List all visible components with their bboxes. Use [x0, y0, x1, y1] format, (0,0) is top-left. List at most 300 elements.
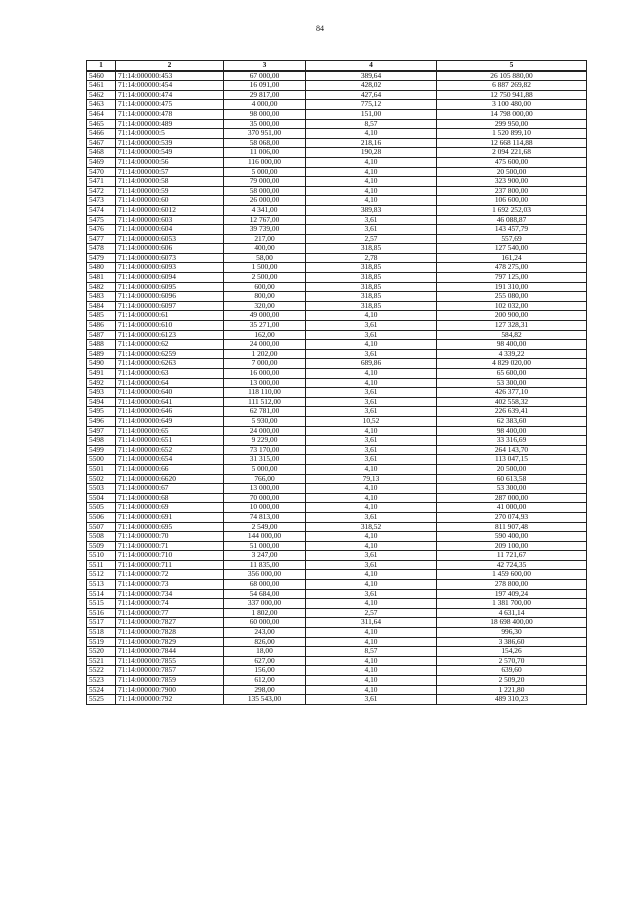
table-row	[87, 225, 587, 235]
rate-value: 318,85	[306, 292, 437, 302]
cadastral-number: 71:14:000000:6093	[116, 263, 224, 273]
row-number: 5512	[87, 570, 116, 580]
total-value: 200 900,00	[437, 311, 587, 321]
rate-value: 3,61	[306, 321, 437, 331]
cadastral-number: 71:14:000000:691	[116, 512, 224, 522]
row-number: 5460	[87, 71, 116, 81]
cadastral-number: 71:14:000000:68	[116, 493, 224, 503]
total-value: 237 800,00	[437, 186, 587, 196]
rate-value: 4,10	[306, 369, 437, 379]
cadastral-number: 71:14:000000:603	[116, 215, 224, 225]
rate-value: 4,10	[306, 493, 437, 503]
table-row	[87, 100, 587, 110]
row-number: 5503	[87, 484, 116, 494]
total-value: 278 800,00	[437, 580, 587, 590]
row-number: 5462	[87, 90, 116, 100]
row-number: 5504	[87, 493, 116, 503]
table-row	[87, 599, 587, 609]
total-value: 270 074,93	[437, 512, 587, 522]
rate-value: 3,61	[306, 215, 437, 225]
cadastral-number: 71:14:000000:65	[116, 426, 224, 436]
total-value: 41 000,00	[437, 503, 587, 513]
total-value: 2 509,20	[437, 676, 587, 686]
area-value: 35 271,00	[224, 321, 306, 331]
cadastral-number: 71:14:000000:7827	[116, 618, 224, 628]
table-row	[87, 474, 587, 484]
rate-value: 4,10	[306, 484, 437, 494]
area-value: 68 000,00	[224, 580, 306, 590]
total-value: 557,69	[437, 234, 587, 244]
rate-value: 8,57	[306, 119, 437, 129]
area-value: 24 000,00	[224, 340, 306, 350]
table-row	[87, 311, 587, 321]
row-number: 5525	[87, 695, 116, 705]
area-value: 11 835,00	[224, 560, 306, 570]
table-row	[87, 205, 587, 215]
total-value: 3 386,60	[437, 637, 587, 647]
row-number: 5472	[87, 186, 116, 196]
cadastral-number: 71:14:000000:72	[116, 570, 224, 580]
total-value: 65 600,00	[437, 369, 587, 379]
area-value: 49 000,00	[224, 311, 306, 321]
column-header: 4	[306, 61, 437, 71]
area-value: 5 000,00	[224, 167, 306, 177]
row-number: 5517	[87, 618, 116, 628]
area-value: 4 341,00	[224, 205, 306, 215]
table-row	[87, 512, 587, 522]
rate-value: 4,10	[306, 676, 437, 686]
table-row	[87, 129, 587, 139]
area-value: 70 000,00	[224, 493, 306, 503]
table-row	[87, 637, 587, 647]
row-number: 5466	[87, 129, 116, 139]
table-row	[87, 666, 587, 676]
table-row	[87, 177, 587, 187]
cadastral-number: 71:14:000000:56	[116, 157, 224, 167]
cadastral-number: 71:14:000000:6053	[116, 234, 224, 244]
rate-value: 689,86	[306, 359, 437, 369]
area-value: 73 170,00	[224, 445, 306, 455]
row-number: 5520	[87, 647, 116, 657]
total-value: 478 275,00	[437, 263, 587, 273]
area-value: 7 000,00	[224, 359, 306, 369]
rate-value: 2,78	[306, 253, 437, 263]
area-value: 144 000,00	[224, 532, 306, 542]
area-value: 612,00	[224, 676, 306, 686]
table-row	[87, 253, 587, 263]
rate-value: 3,61	[306, 330, 437, 340]
area-value: 298,00	[224, 685, 306, 695]
table-row	[87, 397, 587, 407]
total-value: 161,24	[437, 253, 587, 263]
rate-value: 4,10	[306, 464, 437, 474]
area-value: 766,00	[224, 474, 306, 484]
rate-value: 218,16	[306, 138, 437, 148]
cadastral-number: 71:14:000000:7828	[116, 628, 224, 638]
total-value: 143 457,79	[437, 225, 587, 235]
cadastral-number: 71:14:000000:6073	[116, 253, 224, 263]
total-value: 2 094 221,68	[437, 148, 587, 158]
cadastral-number: 71:14:000000:6259	[116, 349, 224, 359]
page-number: 84	[316, 24, 324, 33]
total-value: 106 600,00	[437, 196, 587, 206]
row-number: 5519	[87, 637, 116, 647]
total-value: 127 328,31	[437, 321, 587, 331]
rate-value: 3,61	[306, 407, 437, 417]
cadastral-number: 71:14:000000:489	[116, 119, 224, 129]
total-value: 299 950,00	[437, 119, 587, 129]
total-value: 1 692 252,03	[437, 205, 587, 215]
table-row	[87, 608, 587, 618]
cadastral-number: 71:14:000000:7859	[116, 676, 224, 686]
cadastral-number: 71:14:000000:7855	[116, 656, 224, 666]
table-row	[87, 436, 587, 446]
row-number: 5487	[87, 330, 116, 340]
data-table	[86, 60, 587, 705]
row-number: 5493	[87, 388, 116, 398]
rate-value: 3,61	[306, 512, 437, 522]
table-row	[87, 349, 587, 359]
cadastral-number: 71:14:000000:5	[116, 129, 224, 139]
area-value: 217,00	[224, 234, 306, 244]
area-value: 111 512,00	[224, 397, 306, 407]
area-value: 356 000,00	[224, 570, 306, 580]
table-row	[87, 685, 587, 695]
total-value: 46 088,87	[437, 215, 587, 225]
table-body	[87, 71, 587, 705]
cadastral-number: 71:14:000000:59	[116, 186, 224, 196]
total-value: 4 829 020,00	[437, 359, 587, 369]
rate-value: 151,00	[306, 109, 437, 119]
rate-value: 389,64	[306, 71, 437, 81]
table-row	[87, 81, 587, 91]
area-value: 156,00	[224, 666, 306, 676]
table-row	[87, 589, 587, 599]
cadastral-number: 71:14:000000:62	[116, 340, 224, 350]
cadastral-number: 71:14:000000:649	[116, 416, 224, 426]
table-row	[87, 109, 587, 119]
rate-value: 4,10	[306, 177, 437, 187]
table-row	[87, 647, 587, 657]
rate-value: 4,10	[306, 311, 437, 321]
row-number: 5518	[87, 628, 116, 638]
table-row	[87, 464, 587, 474]
rate-value: 318,85	[306, 282, 437, 292]
row-number: 5486	[87, 321, 116, 331]
cadastral-number: 71:14:000000:453	[116, 71, 224, 81]
area-value: 337 000,00	[224, 599, 306, 609]
total-value: 287 000,00	[437, 493, 587, 503]
row-number: 5481	[87, 273, 116, 283]
rate-value: 311,64	[306, 618, 437, 628]
total-value: 102 032,00	[437, 301, 587, 311]
cadastral-number: 71:14:000000:60	[116, 196, 224, 206]
total-value: 20 500,00	[437, 464, 587, 474]
total-value: 33 316,69	[437, 436, 587, 446]
row-number: 5482	[87, 282, 116, 292]
rate-value: 190,28	[306, 148, 437, 158]
total-value: 402 558,32	[437, 397, 587, 407]
rate-value: 3,61	[306, 551, 437, 561]
rate-value: 3,61	[306, 445, 437, 455]
table-row	[87, 234, 587, 244]
table-row	[87, 196, 587, 206]
row-number: 5506	[87, 512, 116, 522]
table-row	[87, 416, 587, 426]
row-number: 5516	[87, 608, 116, 618]
area-value: 5 000,00	[224, 464, 306, 474]
total-value: 11 721,67	[437, 551, 587, 561]
row-number: 5484	[87, 301, 116, 311]
table-row	[87, 695, 587, 705]
table-row	[87, 618, 587, 628]
cadastral-number: 71:14:000000:6123	[116, 330, 224, 340]
rate-value: 3,61	[306, 589, 437, 599]
row-number: 5477	[87, 234, 116, 244]
area-value: 26 000,00	[224, 196, 306, 206]
cadastral-number: 71:14:000000:73	[116, 580, 224, 590]
rate-value: 318,85	[306, 263, 437, 273]
total-value: 255 080,00	[437, 292, 587, 302]
rate-value: 2,57	[306, 608, 437, 618]
table-row	[87, 359, 587, 369]
row-number: 5521	[87, 656, 116, 666]
table-row	[87, 263, 587, 273]
total-value: 811 907,48	[437, 522, 587, 532]
table-row	[87, 330, 587, 340]
area-value: 58,00	[224, 253, 306, 263]
total-value: 191 310,00	[437, 282, 587, 292]
cadastral-number: 71:14:000000:6097	[116, 301, 224, 311]
total-value: 6 887 269,82	[437, 81, 587, 91]
row-number: 5510	[87, 551, 116, 561]
table-row	[87, 301, 587, 311]
rate-value: 4,10	[306, 532, 437, 542]
cadastral-number: 71:14:000000:734	[116, 589, 224, 599]
table-row	[87, 532, 587, 542]
table-row	[87, 71, 587, 81]
rate-value: 4,10	[306, 340, 437, 350]
cadastral-number: 71:14:000000:474	[116, 90, 224, 100]
row-number: 5508	[87, 532, 116, 542]
cadastral-number: 71:14:000000:549	[116, 148, 224, 158]
rate-value: 79,13	[306, 474, 437, 484]
rate-value: 4,10	[306, 378, 437, 388]
row-number: 5497	[87, 426, 116, 436]
total-value: 489 310,23	[437, 695, 587, 705]
area-value: 9 229,00	[224, 436, 306, 446]
rate-value: 4,10	[306, 656, 437, 666]
rate-value: 428,02	[306, 81, 437, 91]
total-value: 226 639,41	[437, 407, 587, 417]
area-value: 18,00	[224, 647, 306, 657]
area-value: 10 000,00	[224, 503, 306, 513]
total-value: 797 125,00	[437, 273, 587, 283]
cadastral-number: 71:14:000000:64	[116, 378, 224, 388]
cadastral-number: 71:14:000000:646	[116, 407, 224, 417]
table-row	[87, 676, 587, 686]
table-row	[87, 138, 587, 148]
total-value: 1 221,80	[437, 685, 587, 695]
rate-value: 4,10	[306, 167, 437, 177]
total-value: 53 300,00	[437, 484, 587, 494]
row-number: 5499	[87, 445, 116, 455]
row-number: 5491	[87, 369, 116, 379]
cadastral-number: 71:14:000000:792	[116, 695, 224, 705]
table-row	[87, 244, 587, 254]
table-header-row	[87, 61, 587, 71]
area-value: 400,00	[224, 244, 306, 254]
rate-value: 4,10	[306, 580, 437, 590]
cadastral-number: 71:14:000000:66	[116, 464, 224, 474]
table-row	[87, 570, 587, 580]
row-number: 5480	[87, 263, 116, 273]
row-number: 5463	[87, 100, 116, 110]
cadastral-number: 71:14:000000:57	[116, 167, 224, 177]
rate-value: 8,57	[306, 647, 437, 657]
total-value: 426 377,10	[437, 388, 587, 398]
cadastral-number: 71:14:000000:58	[116, 177, 224, 187]
row-number: 5524	[87, 685, 116, 695]
area-value: 118 110,00	[224, 388, 306, 398]
row-number: 5513	[87, 580, 116, 590]
total-value: 639,60	[437, 666, 587, 676]
table-row	[87, 321, 587, 331]
rate-value: 3,61	[306, 388, 437, 398]
cadastral-number: 71:14:000000:651	[116, 436, 224, 446]
table-row	[87, 157, 587, 167]
rate-value: 3,61	[306, 436, 437, 446]
rate-value: 10,52	[306, 416, 437, 426]
rate-value: 3,61	[306, 397, 437, 407]
total-value: 2 570,70	[437, 656, 587, 666]
rate-value: 3,61	[306, 695, 437, 705]
rate-value: 4,10	[306, 599, 437, 609]
total-value: 20 500,00	[437, 167, 587, 177]
rate-value: 318,85	[306, 273, 437, 283]
cadastral-number: 71:14:000000:6620	[116, 474, 224, 484]
cadastral-number: 71:14:000000:7829	[116, 637, 224, 647]
rate-value: 775,12	[306, 100, 437, 110]
table-row	[87, 388, 587, 398]
area-value: 54 684,00	[224, 589, 306, 599]
row-number: 5498	[87, 436, 116, 446]
table-row	[87, 186, 587, 196]
column-header: 3	[224, 61, 306, 71]
cadastral-number: 71:14:000000:77	[116, 608, 224, 618]
cadastral-number: 71:14:000000:654	[116, 455, 224, 465]
row-number: 5514	[87, 589, 116, 599]
row-number: 5509	[87, 541, 116, 551]
total-value: 113 047,15	[437, 455, 587, 465]
table-row	[87, 119, 587, 129]
row-number: 5511	[87, 560, 116, 570]
cadastral-number: 71:14:000000:604	[116, 225, 224, 235]
area-value: 98 000,00	[224, 109, 306, 119]
row-number: 5490	[87, 359, 116, 369]
cadastral-number: 71:14:000000:71	[116, 541, 224, 551]
area-value: 826,00	[224, 637, 306, 647]
total-value: 18 698 400,00	[437, 618, 587, 628]
area-value: 13 000,00	[224, 378, 306, 388]
table-row	[87, 90, 587, 100]
table-row	[87, 455, 587, 465]
area-value: 74 813,00	[224, 512, 306, 522]
cadastral-number: 71:14:000000:69	[116, 503, 224, 513]
area-value: 13 000,00	[224, 484, 306, 494]
row-number: 5468	[87, 148, 116, 158]
area-value: 29 817,00	[224, 90, 306, 100]
total-value: 3 100 480,00	[437, 100, 587, 110]
area-value: 16 000,00	[224, 369, 306, 379]
total-value: 197 409,24	[437, 589, 587, 599]
cadastral-number: 71:14:000000:70	[116, 532, 224, 542]
rate-value: 4,10	[306, 157, 437, 167]
area-value: 11 006,00	[224, 148, 306, 158]
table-row	[87, 215, 587, 225]
area-value: 800,00	[224, 292, 306, 302]
rate-value: 389,83	[306, 205, 437, 215]
total-value: 98 400,00	[437, 340, 587, 350]
rate-value: 2,57	[306, 234, 437, 244]
rate-value: 4,10	[306, 186, 437, 196]
table-row	[87, 551, 587, 561]
area-value: 39 739,00	[224, 225, 306, 235]
cadastral-number: 71:14:000000:6012	[116, 205, 224, 215]
rate-value: 3,61	[306, 455, 437, 465]
table-row	[87, 628, 587, 638]
total-value: 323 900,00	[437, 177, 587, 187]
rate-value: 4,10	[306, 628, 437, 638]
rate-value: 318,52	[306, 522, 437, 532]
cadastral-number: 71:14:000000:695	[116, 522, 224, 532]
area-value: 243,00	[224, 628, 306, 638]
rate-value: 3,61	[306, 560, 437, 570]
row-number: 5515	[87, 599, 116, 609]
area-value: 58 068,00	[224, 138, 306, 148]
row-number: 5502	[87, 474, 116, 484]
row-number: 5473	[87, 196, 116, 206]
total-value: 4 339,22	[437, 349, 587, 359]
table-row	[87, 378, 587, 388]
row-number: 5501	[87, 464, 116, 474]
area-value: 4 000,00	[224, 100, 306, 110]
total-value: 154,26	[437, 647, 587, 657]
row-number: 5522	[87, 666, 116, 676]
cadastral-number: 71:14:000000:7844	[116, 647, 224, 657]
table-row	[87, 503, 587, 513]
total-value: 53 300,00	[437, 378, 587, 388]
total-value: 12 750 941,88	[437, 90, 587, 100]
cadastral-number: 71:14:000000:6094	[116, 273, 224, 283]
rate-value: 4,10	[306, 129, 437, 139]
table-row	[87, 445, 587, 455]
table-row	[87, 273, 587, 283]
cadastral-number: 71:14:000000:74	[116, 599, 224, 609]
cadastral-number: 71:14:000000:610	[116, 321, 224, 331]
table-row	[87, 560, 587, 570]
area-value: 162,00	[224, 330, 306, 340]
row-number: 5474	[87, 205, 116, 215]
table-row	[87, 167, 587, 177]
total-value: 475 600,00	[437, 157, 587, 167]
cadastral-number: 71:14:000000:475	[116, 100, 224, 110]
cadastral-number: 71:14:000000:710	[116, 551, 224, 561]
cadastral-number: 71:14:000000:63	[116, 369, 224, 379]
table-row	[87, 522, 587, 532]
area-value: 600,00	[224, 282, 306, 292]
cadastral-number: 71:14:000000:640	[116, 388, 224, 398]
